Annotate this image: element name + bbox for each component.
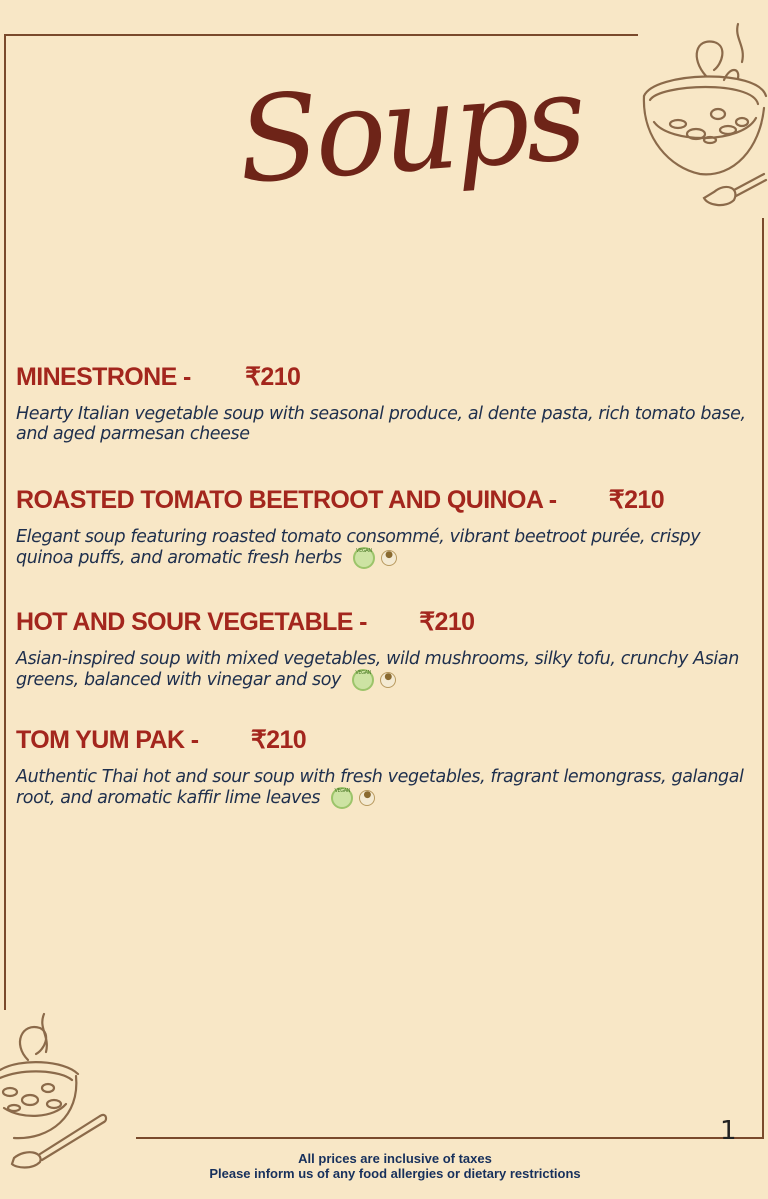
item-header bbox=[16, 485, 756, 515]
gluten-free-icon: ● bbox=[380, 672, 396, 688]
item-header bbox=[16, 362, 756, 392]
soup-bowl-illustration bbox=[630, 18, 768, 210]
item-price: ₹210 bbox=[250, 726, 307, 754]
vegan-icon: VEGAN bbox=[352, 669, 374, 691]
soup-bowl-illustration-bottom bbox=[0, 1008, 110, 1172]
menu-item bbox=[16, 362, 756, 444]
item-description bbox=[16, 767, 756, 809]
item-description-text: Elegant soup featuring roasted tomato consommé, vibrant beetroot purée, crispy quinoa puffs, and aromatic fresh herbs bbox=[16, 527, 701, 568]
item-description-text: Hearty Italian vegetable soup with seasonal produce, al dente pasta, rich tomato base, and aged parmesan cheese bbox=[16, 404, 746, 444]
menu-item bbox=[16, 607, 756, 691]
item-description-text: Authentic Thai hot and sour soup with fresh vegetables, fragrant lemongrass, galangal root, and aromatic kaffir lime leaves bbox=[16, 767, 744, 808]
page-number: 1 bbox=[720, 1116, 737, 1146]
footer-tax-note: All prices are inclusive of taxes bbox=[298, 1151, 492, 1166]
item-description-text: Asian-inspired soup with mixed vegetables, wild mushrooms, silky tofu, crunchy Asian greens, balanced with vinegar and soy bbox=[16, 649, 739, 690]
footer-notes bbox=[0, 1151, 768, 1181]
item-name: HOT AND SOUR VEGETABLE - bbox=[16, 608, 367, 636]
footer-allergy-note: Please inform us of any food allergies or dietary restrictions bbox=[209, 1166, 581, 1181]
item-price: ₹210 bbox=[608, 486, 665, 514]
item-name: MINESTRONE - bbox=[16, 363, 191, 391]
menu-item bbox=[16, 725, 756, 809]
frame-bottom-line bbox=[136, 1137, 764, 1139]
item-name: TOM YUM PAK - bbox=[16, 726, 199, 754]
item-header bbox=[16, 607, 756, 637]
item-header bbox=[16, 725, 756, 755]
item-price: ₹210 bbox=[245, 363, 301, 391]
gluten-free-icon: ● bbox=[381, 550, 397, 566]
item-description bbox=[16, 404, 756, 444]
frame-left-line bbox=[4, 34, 6, 1010]
frame-top-line bbox=[4, 34, 638, 36]
item-price: ₹210 bbox=[419, 608, 475, 636]
vegan-icon: VEGAN bbox=[353, 547, 375, 569]
menu-item bbox=[16, 485, 756, 569]
item-description bbox=[16, 527, 756, 569]
page-title: Soups bbox=[233, 48, 587, 210]
gluten-free-icon: ● bbox=[359, 790, 375, 806]
item-name: ROASTED TOMATO BEETROOT AND QUINOA - bbox=[16, 486, 557, 514]
vegan-icon: VEGAN bbox=[331, 787, 353, 809]
frame-right-line bbox=[762, 218, 764, 1138]
item-description bbox=[16, 649, 756, 691]
